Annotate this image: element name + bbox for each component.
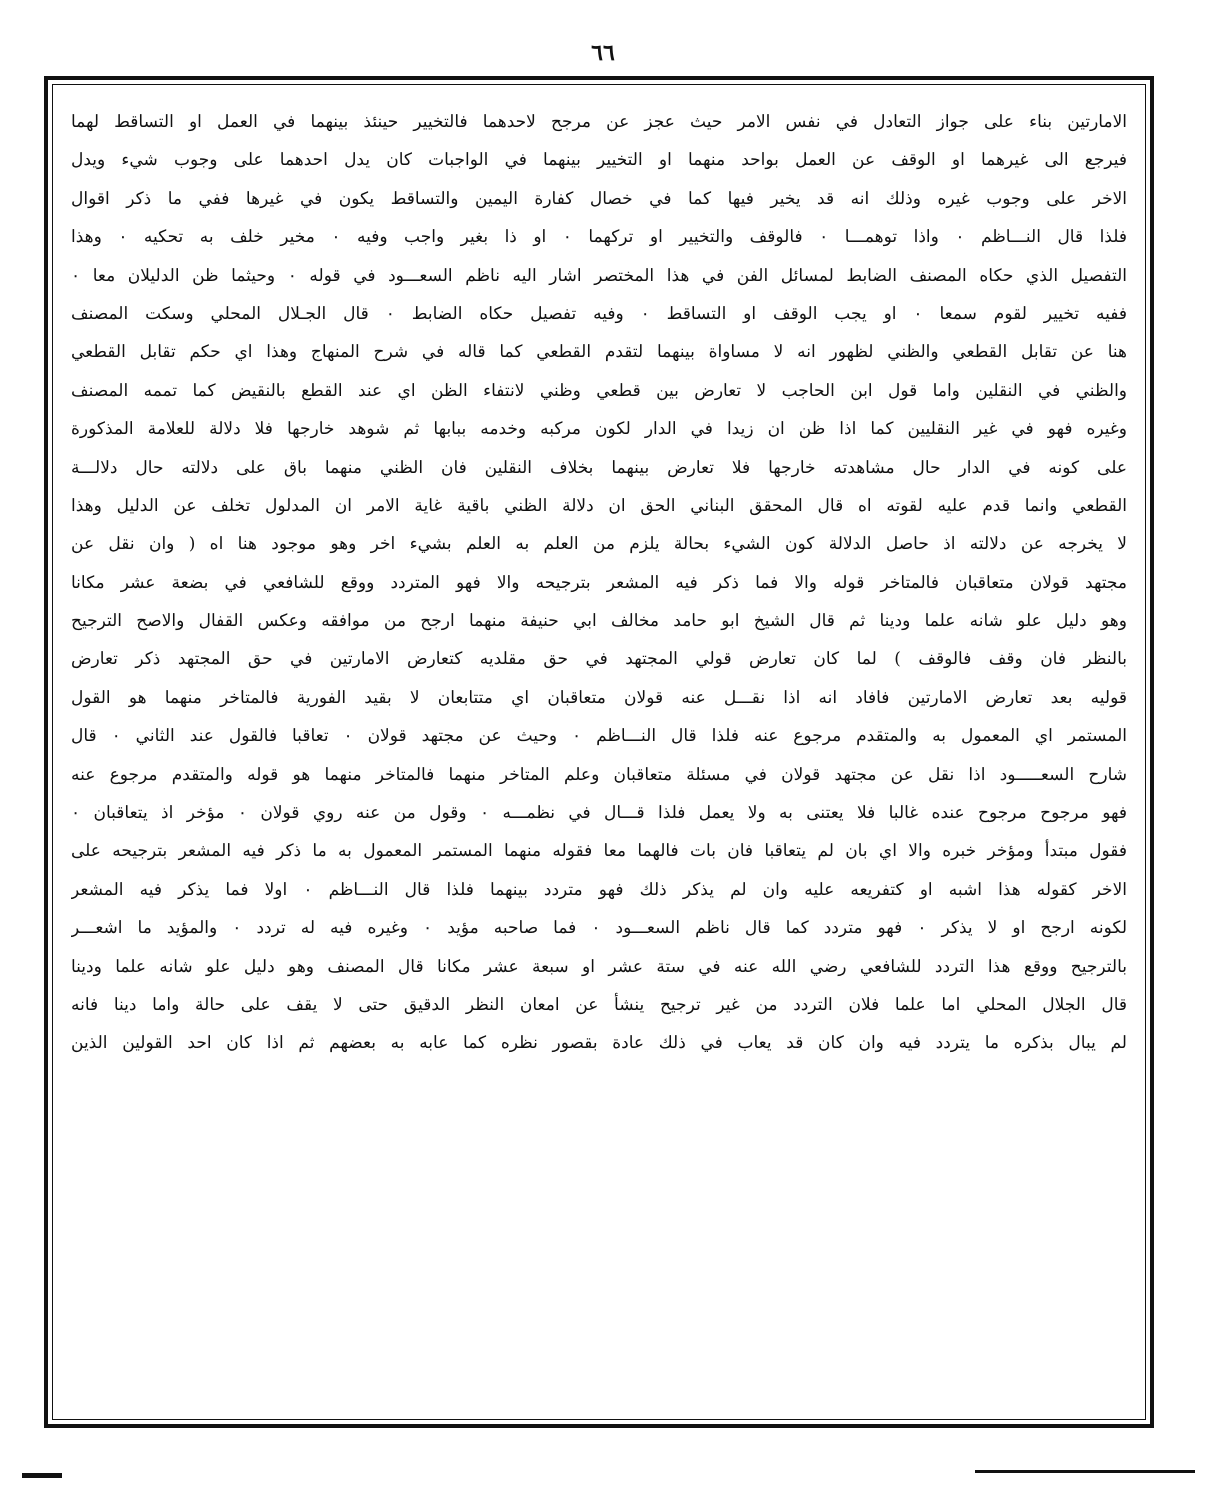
scan-mark-right bbox=[975, 1470, 1195, 1473]
text-line: لكونه ارجح او لا يذكر ۰ فهو متردد كما قال ناظم السعـــود ۰ فما صاحبه مؤيد ۰ وغيره فيه له تردد ۰ والمؤيد ما اشعـــر bbox=[71, 918, 1127, 939]
scan-mark-left bbox=[22, 1473, 62, 1478]
text-line: المستمر اي المعمول به والمتقدم مرجوع عنه فلذا قال النـــاظم ۰ وحيث عن مجتهد قولان ۰ تعاقبا فالقول عند الثاني ۰ قال bbox=[71, 726, 1127, 747]
text-line: قوليه بعد تعارض الامارتين فافاد انه اذا نقـــل عنه قولان متعاقبان اي متتابعان لا بقيد الفورية فالمتاخر منهما هو القول bbox=[71, 687, 1127, 708]
text-line: ففيه تخيير لقوم سمعا ۰ او يجب الوقف او التساقط ۰ وفيه تفصيل حكاه الضابط ۰ قال الجـلال المحلي وسكت المصنف bbox=[71, 303, 1127, 324]
text-line: بالترجيح ووقع هذا التردد للشافعي رضي الله عنه في ستة عشر او سبعة عشر مكانا قال المصنف وهو دليل علو شانه علما ودينا bbox=[71, 956, 1127, 977]
text-line: فيرجع الى غيرهما او الوقف عن العمل بواحد منهما او التخيير بينهما في الواجبات كان يدل احدهما على وجوب شيء ويدل bbox=[71, 150, 1127, 171]
text-line: هنا عن تقابل القطعي والظني لظهور انه لا مساواة بينهما لتقدم القطعي كما قاله في شرح المنهاج وهذا اي حكم تقابل القطعي bbox=[71, 342, 1127, 363]
text-line: القطعي وانما قدم عليه لقوته اه قال المحقق البناني الحق ان دلالة الظني باقية غاية الامر ان المدلول تخلف عن الدليل وهذا bbox=[71, 495, 1127, 516]
text-line: الاخر كقوله هذا اشبه او كتفريعه عليه وان لم يذكر ذلك فهو متردد بينهما فلذا قال النـــاظم ۰ اولا فما يذكر فيه المشعر bbox=[71, 879, 1127, 900]
page-number: ٦٦ bbox=[591, 40, 615, 66]
text-line: فقول مبتدأ ومؤخر خبره والا اي بان لم يتعاقبا فان بات فالهما معا فقوله منهما المستمر المعمول به ما ذكر فيه المشعر بترجيحه على bbox=[71, 841, 1127, 862]
text-line: قال الجلال المحلي اما علما فلان التردد من غير ترجيح ينشأ عن امعان النظر الدقيق حتى لا يقف على حالة واما دينا فانه bbox=[71, 994, 1127, 1015]
text-line: الاخر على وجوب غيره وذلك انه قد يخير فيها كما في خصال كفارة اليمين والتساقط يكون في غيرها ففي ما ذكر اقوال bbox=[71, 188, 1127, 209]
text-line: على كونه في الدار حال مشاهدته خارجها فلا تعارض بينهما بخلاف النقلين فان الظني منهما باق على دلالته حال دلالـــة bbox=[71, 457, 1127, 478]
text-line: الامارتين بناء على جواز التعادل في نفس الامر حيث عجز عن مرجح لاحدهما فالتخيير حينئذ بينهما في العمل او التساقط لهما bbox=[71, 112, 1127, 132]
text-line: فلذا قال النـــاظم ۰ واذا توهمـــا ۰ فالوقف والتخيير او تركهما ۰ او ذا بغير واجب وفيه ۰ مخير خلف به تحكيه ۰ وهذا bbox=[71, 227, 1127, 248]
page-border-inner bbox=[52, 84, 1146, 1420]
text-line: التفصيل الذي حكاه المصنف الضابط لمسائل الفن في هذا المختصر اشار اليه ناظم السعـــود في قوله ۰ وحيثما ظن الدليلان معا ۰ bbox=[71, 265, 1127, 286]
text-line: وهو دليل علو شانه علما ودينا ثم قال الشيخ ابو حامد مخالف ابي حنيفة منهما ارجح من موافقه وعكس القفال والاصح الترجيح bbox=[71, 611, 1127, 632]
text-line: لا يخرجه عن دلالته اذ حاصل الدلالة كون الشيء بحالة يلزم من العلم به العلم بشيء اخر وهو موجود هنا اه ( وان نقل عن bbox=[71, 534, 1127, 555]
text-line: بالنظر فان وقف فالوقف ) لما كان تعارض قولي المجتهد في حق مقلديه كتعارض الامارتين في حق المجتهد ذكر تعارض bbox=[71, 649, 1127, 670]
text-line: وغيره فهو في غير النقليين كما اذا ظن ان زيدا في الدار لكون مركبه وخدمه ببابها ثم شوهد خارجها فلا دلالة للعلامة المذكورة bbox=[71, 419, 1127, 440]
text-line: مجتهد قولان متعاقبان فالمتاخر قوله والا فما ذكر فيه المشعر بترجيحه والا فهو المتردد ووقع للشافعي في بضعة عشر مكانا bbox=[71, 572, 1127, 593]
text-line: شارح السعـــــود اذا نقل عن مجتهد قولان في مسئلة متعاقبان وعلم المتاخر منهما فالمتاخر منهما هو قوله والمتقدم مرجوع عنه bbox=[71, 764, 1127, 785]
body-text bbox=[71, 103, 1127, 1063]
text-line: فهو مرجوح مرجوح عنده غالبا فلا يعتنى به ولا يعمل فلذا قـــال في نظمـــه ۰ وقول من عنه روي قولان ۰ مؤخر اذ يتعاقبان ۰ bbox=[71, 803, 1127, 824]
page-border bbox=[44, 76, 1154, 1428]
text-line: لم يبال بذكره ما يتردد فيه وان كان قد يعاب في ذلك عادة بقصور نظره كما عابه به بعضهم ثم اذا كان احد القولين الذين bbox=[71, 1033, 1127, 1054]
text-line: والظني في النقلين واما قول ابن الحاجب لا تعارض بين قطعي وظني لانتفاء الظن اي عند القطع بالنقيض كما تممه المصنف bbox=[71, 380, 1127, 401]
